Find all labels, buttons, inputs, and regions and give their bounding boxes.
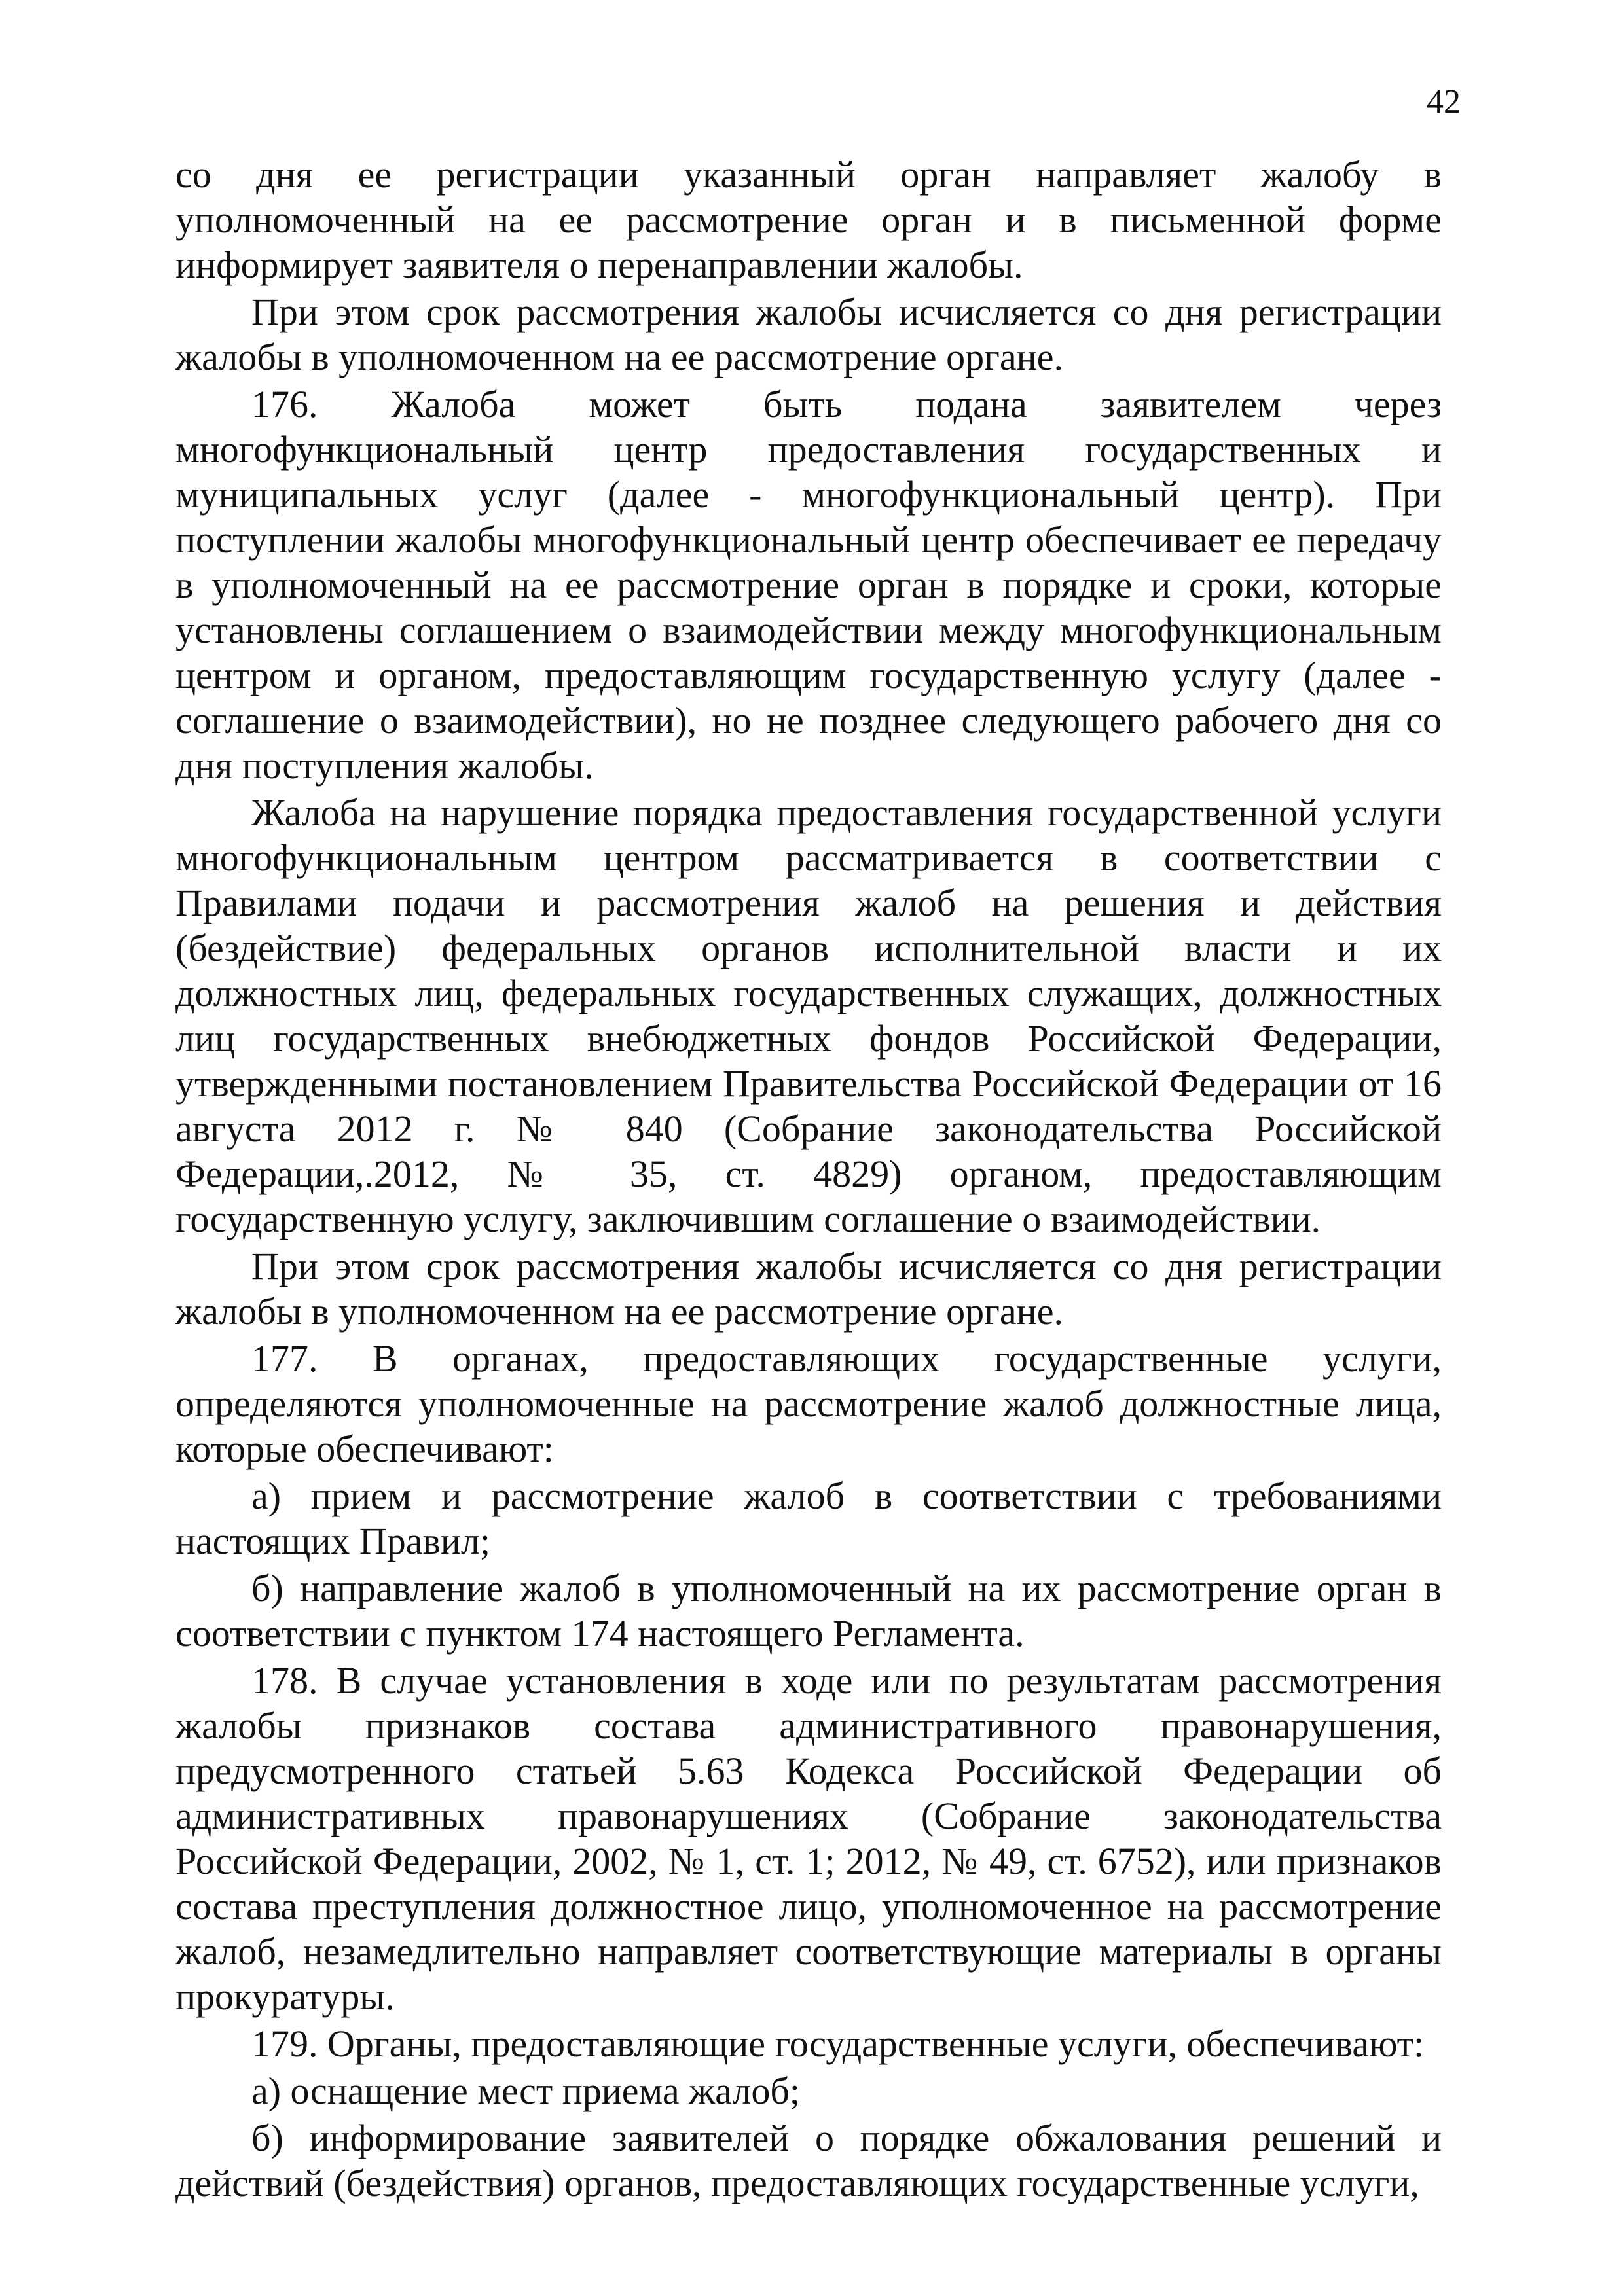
paragraph-179-a: а) оснащение мест приема жалоб;	[251, 2070, 800, 2112]
paragraph-mfc-complaint: Жалоба на нарушение порядка предоставления государственной услуги многофункциональным центром рассматривается в соответствии с Правилами подачи и рассмотрения жалоб на решения и действия (бездействие) федеральных органов исполнительной власти и их должностных лиц, федеральных государственных служащих, должностных лиц государственных внебюджетных фондов Российской Федерации, утвержденными постановлением Правительства Российской Федерации от 16 августа 2012 г. № 840 (Собрание законодательства Российской Федерации,.2012, № 35, ст. 4829) органом, предоставляющим государственную услугу, заключившим соглашение о взаимодействии.	[175, 791, 1442, 1240]
paragraph-179: 179. Органы, предоставляющие государственные услуги, обеспечивают:	[251, 2022, 1425, 2065]
paragraph-177-a: а) прием и рассмотрение жалоб в соответствии с требованиями настоящих Правил;	[175, 1475, 1442, 1562]
page-number: 42	[1427, 83, 1461, 120]
paragraph-176: 176. Жалоба может быть подана заявителем через многофункциональный центр предоставления государственных и муниципальных услуг (далее - многофункциональный центр). При поступлении жалобы многофункциональный центр обеспечивает ее передачу в уполномоченный на ее рассмотрение орган в порядке и сроки, которые установлены соглашением о взаимодействии между многофункциональным центром и органом, предоставляющим государственную услугу (далее - соглашение о взаимодействии), но не позднее следующего рабочего дня со дня поступления жалобы.	[175, 383, 1442, 787]
paragraph-178: 178. В случае установления в ходе или по результатам рассмотрения жалобы признаков состава административного правонарушения, предусмотренного статьей 5.63 Кодекса Российской Федерации об административных правонарушениях (Собрание законодательства Российской Федерации, 2002, № 1, ст. 1; 2012, № 49, ст. 6752), или признаков состава преступления должностное лицо, уполномоченное на рассмотрение жалоб, незамедлительно направляет соответствующие материалы в органы прокуратуры.	[175, 1659, 1442, 2018]
paragraph-177-b: б) направление жалоб в уполномоченный на их рассмотрение орган в соответствии с пунктом 174 настоящего Регламента.	[175, 1567, 1442, 1655]
paragraph-review-period-2: При этом срок рассмотрения жалобы исчисляется со дня регистрации жалобы в уполномоченном на ее рассмотрение органе.	[175, 1245, 1442, 1333]
paragraph-continuation: со дня ее регистрации указанный орган направляет жалобу в уполномоченный на ее рассмотрение орган и в письменной форме информирует заявителя о перенаправлении жалобы.	[175, 153, 1442, 286]
paragraph-review-period-1: При этом срок рассмотрения жалобы исчисляется со дня регистрации жалобы в уполномоченном на ее рассмотрение органе.	[175, 291, 1442, 378]
paragraph-179-b: б) информирование заявителей о порядке обжалования решений и действий (бездействия) органов, предоставляющих государственные услуги,	[175, 2117, 1442, 2204]
paragraph-177: 177. В органах, предоставляющих государственные услуги, определяются уполномоченные на рассмотрение жалоб должностные лица, которые обеспечивают:	[175, 1337, 1442, 1470]
document-body	[175, 152, 1442, 2206]
